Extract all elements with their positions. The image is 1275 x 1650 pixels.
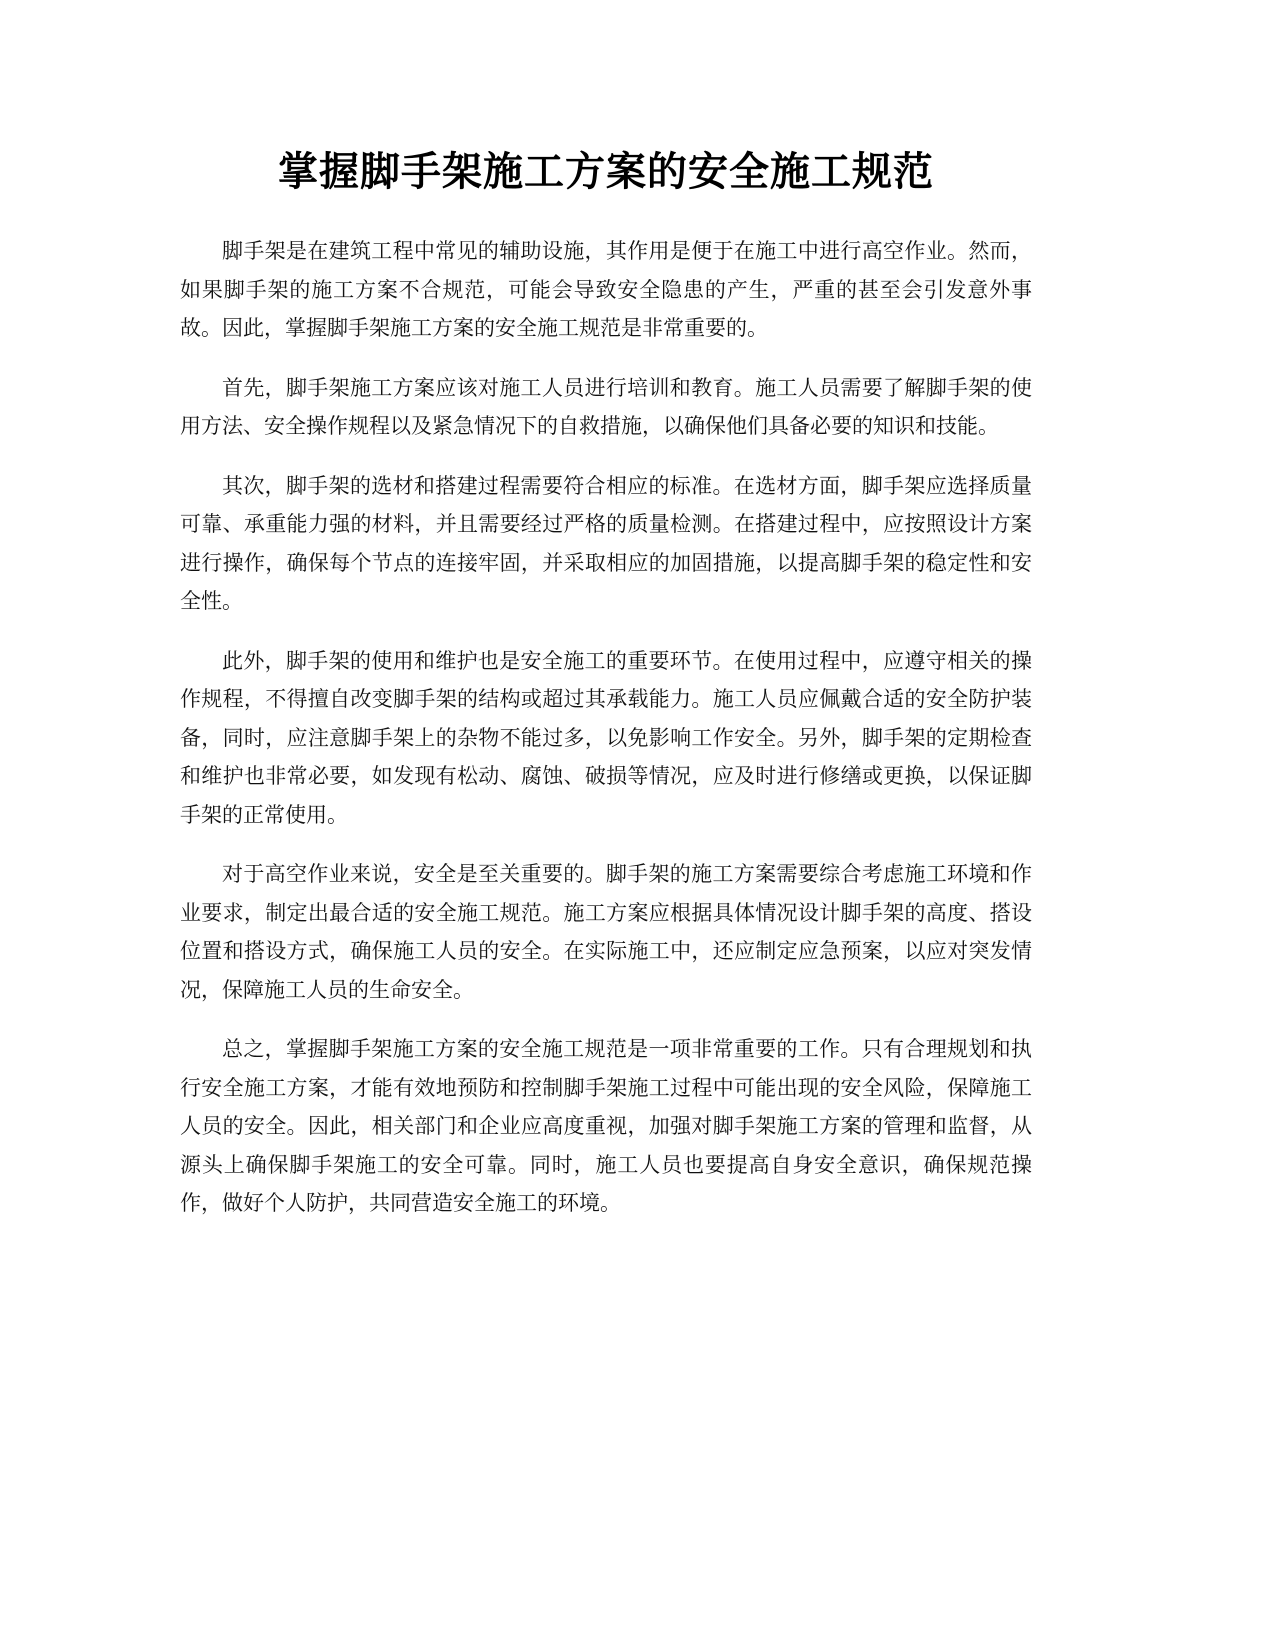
paragraph-conclusion: 总之，掌握脚手架施工方案的安全施工规范是一项非常重要的工作。只有合理规划和执行安全施工方案，才能有效地预防和控制脚手架施工过程中可能出现的安全风险，保障施工人员的安全。因此，相关部门和企业应高度重视，加强对脚手架施工方案的管理和监督，从源头上确保脚手架施工的安全可靠。同时，施工人员也要提高自身安全意识，确保规范操作，做好个人防护，共同营造安全施工的环境。 <box>180 1037 1032 1215</box>
document-title: 掌握脚手架施工方案的安全施工规范 <box>278 149 934 195</box>
document-body <box>180 232 1032 1244</box>
paragraph-intro: 脚手架是在建筑工程中常见的辅助设施，其作用是便于在施工中进行高空作业。然而，如果脚手架的施工方案不合规范，可能会导致安全隐患的产生，严重的甚至会引发意外事故。因此，掌握脚手架施工方案的安全施工规范是非常重要的。 <box>180 239 1032 340</box>
paragraph-training: 首先，脚手架施工方案应该对施工人员进行培训和教育。施工人员需要了解脚手架的使用方法、安全操作规程以及紧急情况下的自救措施，以确保他们具备必要的知识和技能。 <box>180 375 1032 438</box>
paragraph-maintenance: 此外，脚手架的使用和维护也是安全施工的重要环节。在使用过程中，应遵守相关的操作规程，不得擅自改变脚手架的结构或超过其承载能力。施工人员应佩戴合适的安全防护装备，同时，应注意脚手架上的杂物不能过多，以免影响工作安全。另外，脚手架的定期检查和维护也非常必要，如发现有松动、腐蚀、破损等情况，应及时进行修缮或更换，以保证脚手架的正常使用。 <box>180 648 1032 827</box>
paragraph-materials: 其次，脚手架的选材和搭建过程需要符合相应的标准。在选材方面，脚手架应选择质量可靠、承重能力强的材料，并且需要经过严格的质量检测。在搭建过程中，应按照设计方案进行操作，确保每个节点的连接牢固，并采取相应的加固措施，以提高脚手架的稳定性和安全性。 <box>180 473 1032 613</box>
paragraph-high-altitude: 对于高空作业来说，安全是至关重要的。脚手架的施工方案需要综合考虑施工环境和作业要求，制定出最合适的安全施工规范。施工方案应根据具体情况设计脚手架的高度、搭设位置和搭设方式，确保施工人员的安全。在实际施工中，还应制定应急预案，以应对突发情况，保障施工人员的生命安全。 <box>180 862 1032 1002</box>
